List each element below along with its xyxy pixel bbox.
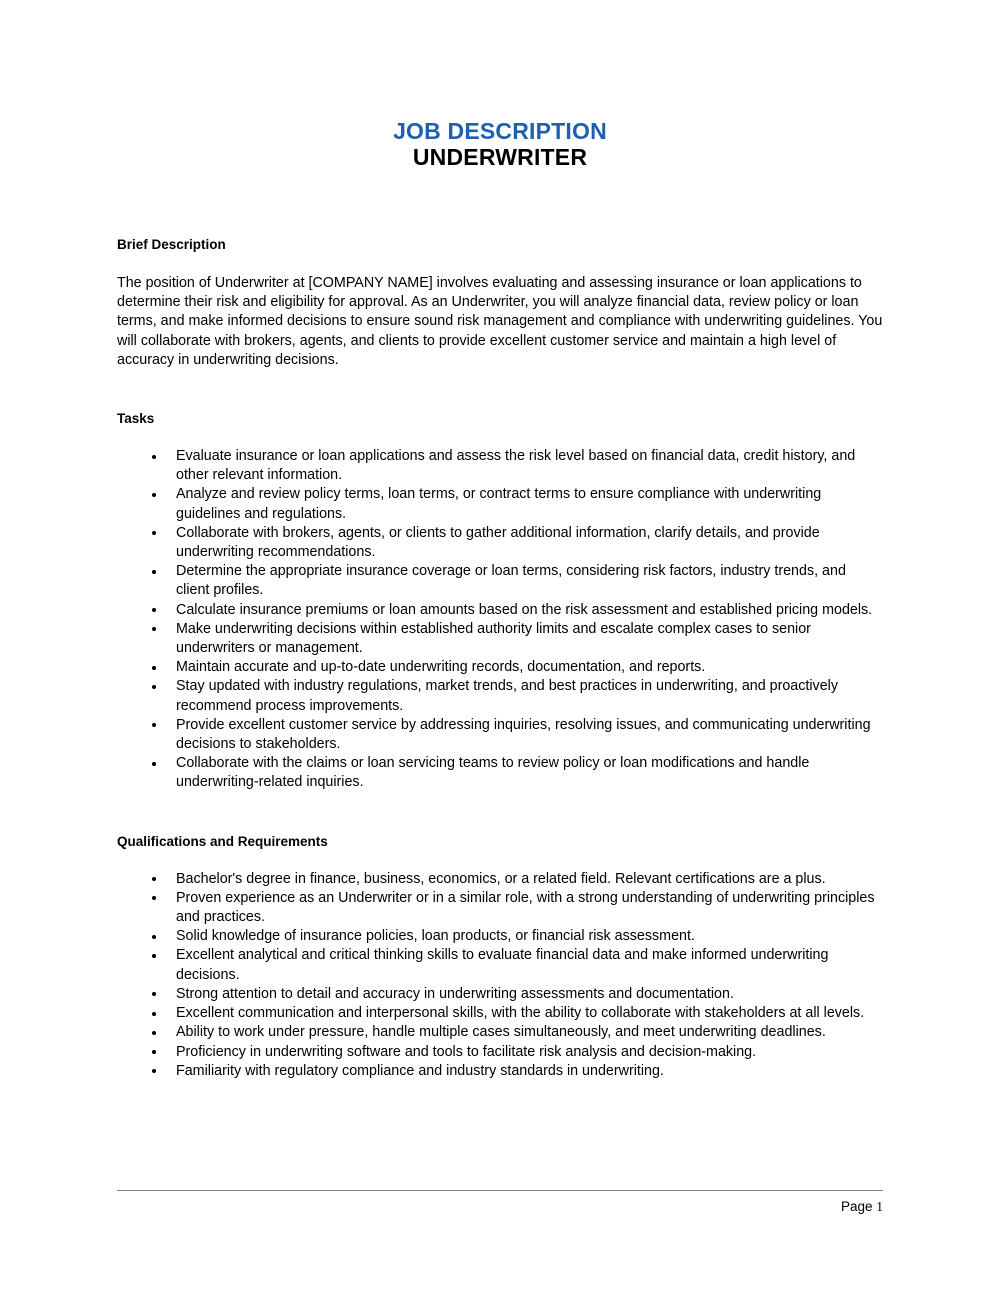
- list-item-text: Provide excellent customer service by addressing inquiries, resolving issues, and communicating underwriting decisions to stakeholders.: [176, 716, 871, 753]
- list-item: [117, 1043, 883, 1062]
- list-item: [117, 1062, 883, 1081]
- list-item: [117, 620, 883, 658]
- list-item-text: Determine the appropriate insurance coverage or loan terms, considering risk factors, industry trends, and client profiles.: [176, 563, 846, 599]
- list-item: [117, 447, 883, 485]
- list-item-text: Stay updated with industry regulations, market trends, and best practices in underwriting, and proactively recommend process improvements.: [176, 678, 838, 714]
- list-item: [117, 485, 883, 523]
- document-body: [117, 236, 883, 1081]
- bullet-dot-icon: [152, 762, 156, 766]
- bullet-dot-icon: [152, 493, 156, 497]
- spacer: [117, 793, 883, 833]
- footer-page-label: Page: [840, 1199, 873, 1214]
- section-heading-brief-description: Brief Description: [117, 237, 226, 252]
- list-item-text: Excellent communication and interpersonal skills, with the ability to collaborate with stakeholders at all levels.: [176, 1005, 865, 1022]
- list-item-text: Strong attention to detail and accuracy in underwriting assessments and documentation.: [176, 985, 734, 1002]
- bullet-dot-icon: [152, 685, 156, 689]
- list-item-text: Make underwriting decisions within established authority limits and escalate complex cases to senior underwriters or management.: [176, 620, 811, 657]
- list-item: [117, 889, 883, 927]
- list-item-text: Proven experience as an Underwriter or in a similar role, with a strong understanding of underwriting principles and practices.: [176, 889, 875, 926]
- bullet-dot-icon: [152, 896, 156, 900]
- list-item-text: Calculate insurance premiums or loan amounts based on the risk assessment and established pricing models.: [176, 601, 873, 618]
- footer-divider: [117, 1190, 883, 1191]
- section-heading-tasks: Tasks: [117, 411, 155, 427]
- document-title-main: JOB DESCRIPTION: [393, 118, 607, 144]
- list-item: [117, 658, 883, 677]
- bullet-dot-icon: [152, 1050, 156, 1054]
- spacer: [117, 850, 883, 870]
- bullet-dot-icon: [152, 723, 156, 727]
- list-item-text: Collaborate with the claims or loan servicing teams to review policy or loan modifications and handle underwriting-related inquiries.: [176, 755, 810, 791]
- bullet-dot-icon: [152, 570, 156, 574]
- list-item: [117, 524, 883, 562]
- list-item-text: Collaborate with brokers, agents, or clients to gather additional information, clarify details, and provide underwriting recommendations.: [176, 524, 820, 561]
- list-item: [117, 601, 883, 620]
- list-item-text: Excellent analytical and critical thinking skills to evaluate financial data and make informed underwriting decisions.: [176, 947, 829, 983]
- list-item: [117, 716, 883, 754]
- list-item: [117, 927, 883, 946]
- bullet-dot-icon: [152, 877, 156, 881]
- tasks-list: [117, 447, 883, 793]
- footer-page-number: 1: [876, 1199, 883, 1214]
- spacer: [117, 370, 883, 410]
- bullet-dot-icon: [152, 531, 156, 535]
- list-item-text: Ability to work under pressure, handle multiple cases simultaneously, and meet underwriting deadlines.: [176, 1024, 826, 1041]
- bullet-dot-icon: [152, 627, 156, 631]
- list-item: [117, 870, 883, 889]
- bullet-dot-icon: [152, 992, 156, 996]
- spacer: [117, 427, 883, 447]
- spacer: [117, 253, 883, 274]
- list-item: [117, 985, 883, 1004]
- section-heading-qualifications: Qualifications and Requirements: [117, 833, 328, 849]
- list-item: [117, 1023, 883, 1042]
- bullet-dot-icon: [152, 1069, 156, 1073]
- list-item-text: Solid knowledge of insurance policies, loan products, or financial risk assessment.: [176, 928, 695, 945]
- document-title-block: [0, 118, 1000, 171]
- list-item-text: Proficiency in underwriting software and tools to facilitate risk analysis and decision-making.: [176, 1043, 757, 1060]
- list-item-text: Familiarity with regulatory compliance and industry standards in underwriting.: [176, 1062, 664, 1079]
- page-footer: [117, 1190, 883, 1217]
- list-item: [117, 754, 883, 792]
- bullet-dot-icon: [152, 455, 156, 459]
- bullet-dot-icon: [152, 1031, 156, 1035]
- document-title-sub: UNDERWRITER: [412, 144, 588, 170]
- list-item-text: Bachelor's degree in finance, business, economics, or a related field. Relevant certifications are a plus.: [176, 870, 826, 887]
- bullet-dot-icon: [152, 608, 156, 612]
- footer-page-indicator: [117, 1197, 883, 1217]
- list-item-text: Analyze and review policy terms, loan terms, or contract terms to ensure compliance with underwriting guidelines and regulations.: [176, 486, 822, 522]
- bullet-dot-icon: [152, 954, 156, 958]
- brief-description-paragraph: The position of Underwriter at [COMPANY NAME] involves evaluating and assessing insurance or loan applications to determine their risk and eligibility for approval. As an Underwriter, you will analyze financial data, review policy or loan terms, and make informed decisions to ensure sound risk management and compliance with underwriting guidelines. You will collaborate with brokers, agents, and clients to provide excellent customer service and maintain a high level of accuracy in underwriting decisions.: [117, 275, 883, 368]
- list-item-text: Maintain accurate and up-to-date underwriting records, documentation, and reports.: [176, 659, 706, 676]
- bullet-dot-icon: [152, 935, 156, 939]
- list-item-text: Evaluate insurance or loan applications and assess the risk level based on financial data, credit history, and other relevant information.: [176, 448, 856, 484]
- list-item: [117, 562, 883, 600]
- list-item: [117, 1004, 883, 1023]
- qualifications-list: [117, 870, 883, 1081]
- list-item: [117, 946, 883, 984]
- bullet-dot-icon: [152, 1012, 156, 1016]
- list-item: [117, 677, 883, 715]
- bullet-dot-icon: [152, 666, 156, 670]
